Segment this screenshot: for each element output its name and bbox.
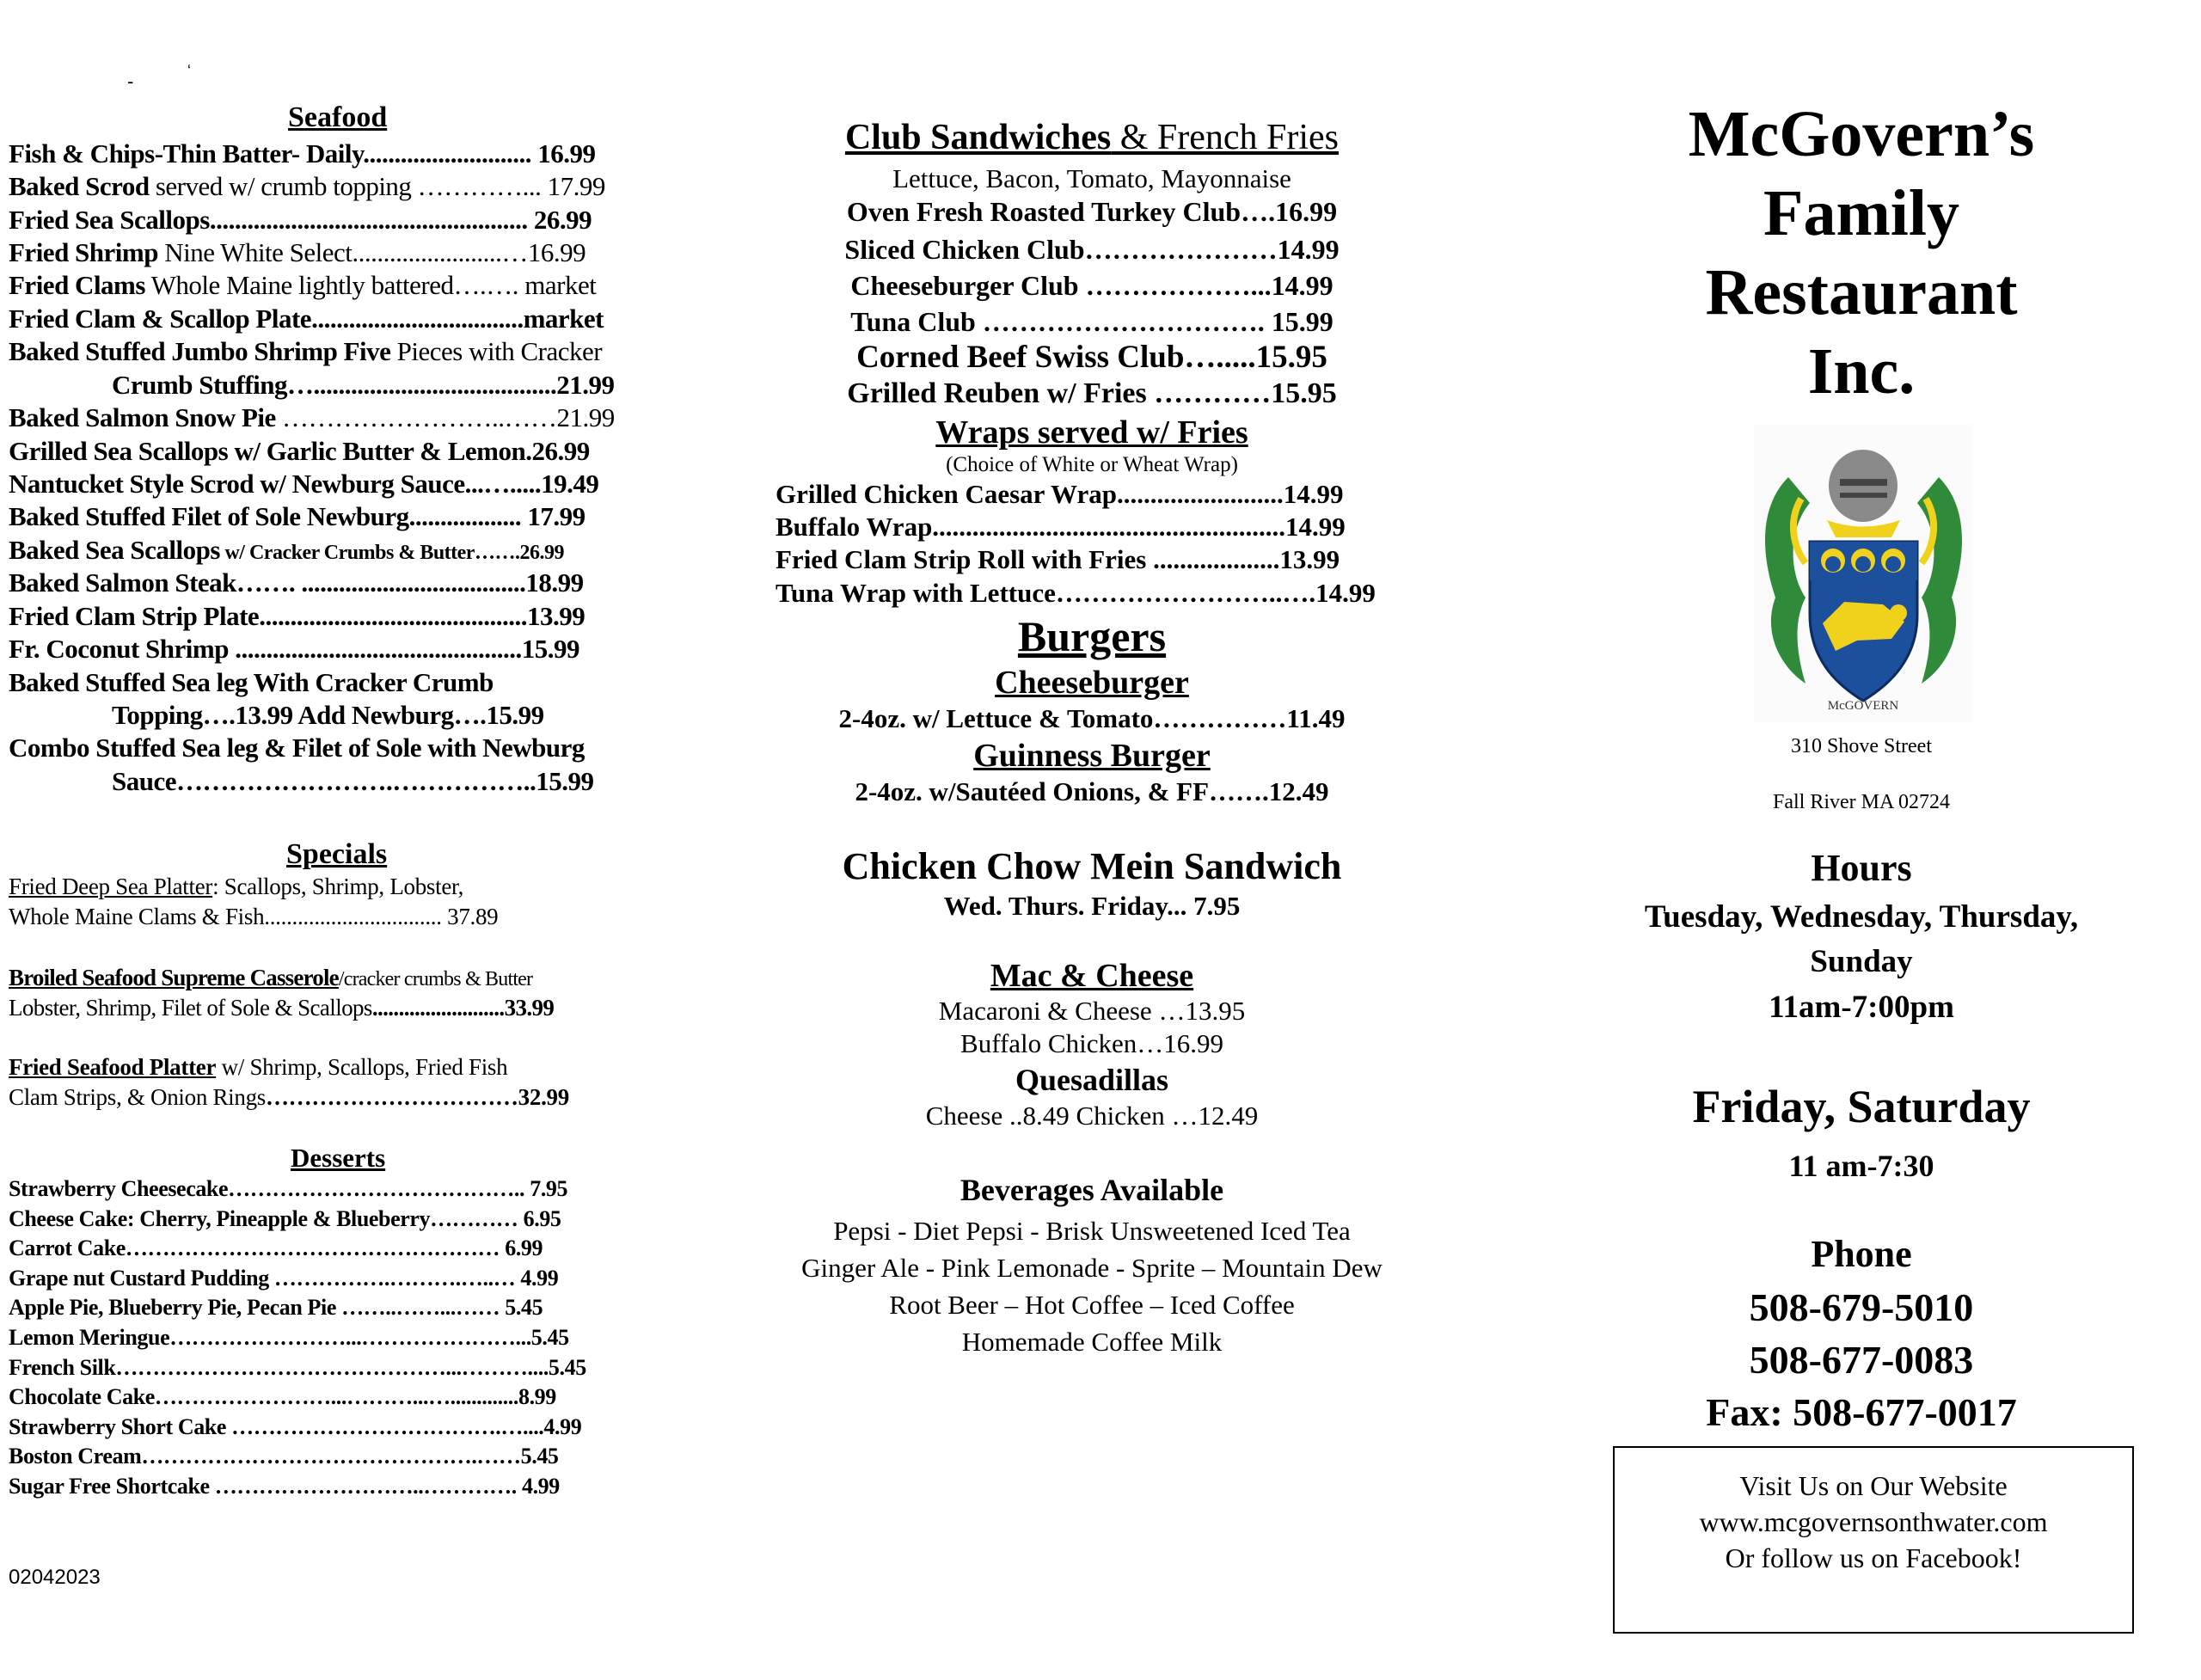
burgers-title: Burgers — [1017, 612, 1167, 660]
special-line: Whole Maine Clams & Fish................................ 37.89 — [9, 904, 499, 929]
item-detail: ................................................... 26.99 — [209, 205, 592, 235]
item-detail: .................. 17.99 — [408, 501, 586, 531]
seafood-item — [9, 470, 598, 497]
seafood-item — [9, 404, 615, 431]
item-detail: ...........................................13.99 — [259, 601, 586, 631]
item-detail: w/ Cracker Crumbs & Butter…….26.99 — [219, 542, 564, 564]
special-price: ……………………………32.99 — [265, 1084, 569, 1110]
beverage-line: Pepsi - Diet Pepsi - Brisk Unsweetened Iced Tea — [833, 1216, 1351, 1246]
mac-title: Mac & Cheese — [990, 958, 1194, 994]
mac-line-1: Macaroni & Cheese …13.95 — [938, 996, 1246, 1026]
phone-number-1[interactable]: 508-679-5010 — [1749, 1285, 1974, 1329]
special-broiled-casserole — [9, 966, 532, 990]
item-detail: ..................................market — [311, 304, 604, 334]
quesadillas-title: Quesadillas — [1015, 1063, 1169, 1097]
hours-days-2: Sunday — [1810, 944, 1913, 979]
hours-title: Hours — [1811, 847, 1912, 889]
beverage-line: Homemade Coffee Milk — [961, 1327, 1223, 1357]
desserts-title: Desserts — [291, 1143, 386, 1173]
crest-label: McGOVERN — [1827, 699, 1899, 713]
wraps-title: Wraps served w/ Fries — [935, 414, 1248, 451]
facebook-text: Or follow us on Facebook! — [1725, 1542, 2022, 1573]
cheeseburger-title: Cheeseburger — [995, 665, 1189, 701]
item-name: Fried Shrimp — [9, 237, 158, 267]
restaurant-name-line: Restaurant — [1705, 256, 2018, 328]
dessert-item: French Silk………………………………………...………....5.45 — [9, 1354, 586, 1380]
seafood-item — [9, 734, 585, 761]
dessert-item: Strawberry Cheesecake………………………………….. 7.95 — [9, 1176, 568, 1201]
item-name: Baked Stuffed Jumbo Shrimp Five — [9, 336, 391, 366]
item-detail: ……………………..……21.99 — [275, 402, 615, 432]
restaurant-name-line: Family — [1763, 177, 1959, 249]
item-name: Fried Clam & Scallop Plate — [9, 304, 312, 334]
item-detail: ........................... 16.99 — [363, 138, 596, 169]
specials-title: Specials — [286, 838, 388, 870]
item-name: Baked Stuffed Sea leg With Cracker Crumb — [9, 667, 494, 697]
restaurant-name-line: Inc. — [1807, 335, 1916, 408]
club-title-rest: & French Fries — [1111, 118, 1340, 157]
special-desc: : Scallops, Shrimp, Lobster, — [212, 874, 464, 899]
quesadillas-line: Cheese ..8.49 Chicken …12.49 — [925, 1101, 1259, 1131]
item-name: Baked Stuffed Filet of Sole Newburg — [9, 501, 409, 531]
weekend-hours: 11 am-7:30 — [1788, 1149, 1934, 1183]
item-name: Baked Salmon Snow Pie — [9, 402, 276, 432]
beverages-title: Beverages Available — [959, 1173, 1224, 1207]
crest-graphic — [1754, 426, 1973, 722]
item-detail: Pieces with Cracker — [390, 336, 603, 366]
item-name: Fried Clam Strip Plate — [9, 601, 260, 631]
item-name: Baked Scrod — [9, 171, 150, 201]
wrap-item: Fried Clam Strip Roll with Fries ...................13.99 — [776, 544, 1340, 574]
item-name: Fish & Chips-Thin Batter- Daily — [9, 138, 364, 169]
wrap-item: Buffalo Wrap.....................................................14.99 — [776, 512, 1346, 542]
club-sandwich-item: Cheeseburger Club ………………...14.99 — [850, 270, 1333, 301]
club-sandwich-item: Grilled Reuben w/ Fries …………15.95 — [847, 377, 1337, 409]
item-detail: served w/ crumb topping …………... 17.99 — [149, 171, 605, 201]
seafood-item — [9, 272, 596, 298]
stray-tick: ‘ — [187, 62, 191, 79]
special-desc: Lobster, Shrimp, Filet of Sole & Scallops — [9, 995, 372, 1021]
wrap-item: Grilled Chicken Caesar Wrap.........................14.99 — [776, 479, 1344, 509]
item-name: Fried Clams — [9, 270, 145, 300]
item-detail: Topping….13.99 Add Newburg….15.99 — [112, 700, 544, 730]
club-title-bold: Club Sandwiches — [844, 118, 1112, 157]
seafood-item — [9, 503, 586, 530]
dessert-item: Grape nut Custard Pudding …………….……….…..… 4.99 — [9, 1265, 559, 1291]
special-fried-seafood-platter — [9, 1056, 507, 1079]
guinness-title: Guinness Burger — [973, 738, 1211, 774]
fax-number: Fax: 508-677-0017 — [1706, 1390, 2017, 1434]
beverage-line: Ginger Ale - Pink Lemonade - Sprite – Mountain Dew — [801, 1253, 1383, 1283]
mac-line-2: Buffalo Chicken…16.99 — [960, 1028, 1223, 1058]
dessert-item: Strawberry Short Cake ……………………………….…....4.99 — [9, 1413, 582, 1439]
wraps-subtitle: (Choice of White or Wheat Wrap) — [946, 453, 1238, 476]
special-line — [9, 996, 554, 1020]
chowmein-title: Chicken Chow Mein Sandwich — [842, 845, 1342, 887]
dessert-item: Carrot Cake…………………………………………… 6.99 — [9, 1235, 543, 1261]
dessert-item: Chocolate Cake……………………...………...….............8.99 — [9, 1384, 556, 1410]
special-name: Broiled Seafood Supreme Casserole — [9, 965, 339, 990]
seafood-item — [9, 438, 590, 464]
address-street: 310 Shove Street — [1791, 735, 1932, 757]
family-crest — [1754, 426, 1973, 722]
item-name: Nantucket Style Scrod w/ Newburg Sauce...….....19.49 — [9, 469, 599, 499]
beverage-line: Root Beer – Hot Coffee – Iced Coffee — [889, 1290, 1295, 1320]
seafood-item — [9, 635, 579, 662]
item-name: Combo Stuffed Sea leg & Filet of Sole with Newburg — [9, 733, 585, 763]
phone-title: Phone — [1811, 1233, 1912, 1275]
seafood-item — [9, 305, 604, 332]
dessert-item: Lemon Meringue……………………...…………………...5.45 — [9, 1325, 569, 1350]
dessert-item: Boston Cream……………………………………….……5.45 — [9, 1444, 559, 1469]
website-box — [1613, 1446, 2134, 1634]
website-url-link[interactable]: www.mcgovernsonthwater.com — [1699, 1506, 2048, 1537]
seafood-item — [9, 669, 494, 696]
website-visit-text: Visit Us on Our Website — [1739, 1470, 2008, 1501]
dessert-item: Apple Pie, Blueberry Pie, Pecan Pie ……..……...…… 5.45 — [9, 1295, 543, 1321]
seafood-item — [9, 173, 605, 199]
item-name: Fried Sea Scallops — [9, 205, 210, 235]
item-name: Grilled Sea Scallops w/ Garlic Butter & Lemon.26.99 — [9, 436, 590, 466]
item-detail: Whole Maine lightly battered….…. market — [144, 270, 597, 300]
special-desc: /cracker crumbs & Butter — [338, 968, 533, 990]
special-desc: w/ Shrimp, Scallops, Fried Fish — [216, 1054, 508, 1080]
seafood-item — [112, 702, 544, 728]
special-price: .........................33.99 — [371, 995, 555, 1021]
item-name: Baked Salmon Steak……. — [9, 567, 302, 598]
special-name: Fried Deep Sea Platter — [9, 874, 213, 899]
dessert-item: Sugar Free Shortcake ………………………..…………. 4.99 — [9, 1474, 560, 1499]
hours-time: 11am-7:00pm — [1769, 990, 1954, 1025]
seafood-title: Seafood — [288, 101, 388, 133]
menu-code: 02042023 — [9, 1566, 101, 1589]
club-title — [757, 120, 1427, 156]
club-sandwich-item: Corned Beef Swiss Club….....15.95 — [856, 340, 1327, 375]
special-line — [9, 1086, 569, 1109]
special-fried-deep-sea-platter — [9, 875, 463, 898]
item-detail: Crumb Stuffing….......................................21.99 — [112, 370, 615, 400]
cheeseburger-line: 2-4oz. w/ Lettuce & Tomato……………11.49 — [838, 703, 1346, 733]
seafood-item — [9, 140, 595, 167]
item-name: Baked Sea Scallops — [9, 535, 220, 565]
club-subtitle: Lettuce, Bacon, Tomato, Mayonnaise — [892, 163, 1291, 193]
seafood-item — [112, 768, 594, 794]
hours-days: Tuesday, Wednesday, Thursday, — [1644, 899, 2079, 935]
seafood-item — [112, 371, 615, 398]
weekend-days: Friday, Saturday — [1692, 1081, 2031, 1132]
item-detail: ..............................................15.99 — [228, 634, 579, 664]
item-detail: ....................................18.99 — [301, 567, 584, 598]
special-desc: Clam Strips, & Onion Rings — [9, 1084, 266, 1110]
seafood-item — [9, 206, 592, 233]
item-detail: Sauce…………………….……………..15.99 — [112, 766, 594, 796]
restaurant-name-line: McGovern’s — [1688, 98, 2035, 170]
item-name: Fr. Coconut Shrimp — [9, 634, 229, 664]
item-detail: Nine White Select........................…16.99 — [157, 237, 586, 267]
club-sandwich-item: Sliced Chicken Club…………………14.99 — [844, 234, 1340, 265]
special-name: Fried Seafood Platter — [9, 1054, 217, 1080]
seafood-item — [9, 603, 585, 629]
guinness-line: 2-4oz. w/Sautéed Onions, & FF…….12.49 — [855, 776, 1329, 806]
phone-number-2[interactable]: 508-677-0083 — [1749, 1338, 1974, 1382]
wrap-item: Tuna Wrap with Lettuce……………………..….14.99 — [776, 578, 1376, 608]
club-sandwich-item: Oven Fresh Roasted Turkey Club….16.99 — [846, 196, 1338, 227]
seafood-item — [9, 569, 584, 596]
seafood-item — [9, 239, 586, 266]
dessert-item: Cheese Cake: Cherry, Pineapple & Blueberry………… 6.95 — [9, 1205, 561, 1231]
chowmein-line: Wed. Thurs. Friday... 7.95 — [943, 891, 1241, 921]
club-sandwich-item: Tuna Club …………………………. 15.99 — [850, 306, 1333, 337]
address-city: Fall River MA 02724 — [1772, 791, 1950, 813]
seafood-item — [9, 536, 564, 563]
seafood-item — [9, 338, 602, 365]
stray-dash: - — [127, 71, 134, 92]
